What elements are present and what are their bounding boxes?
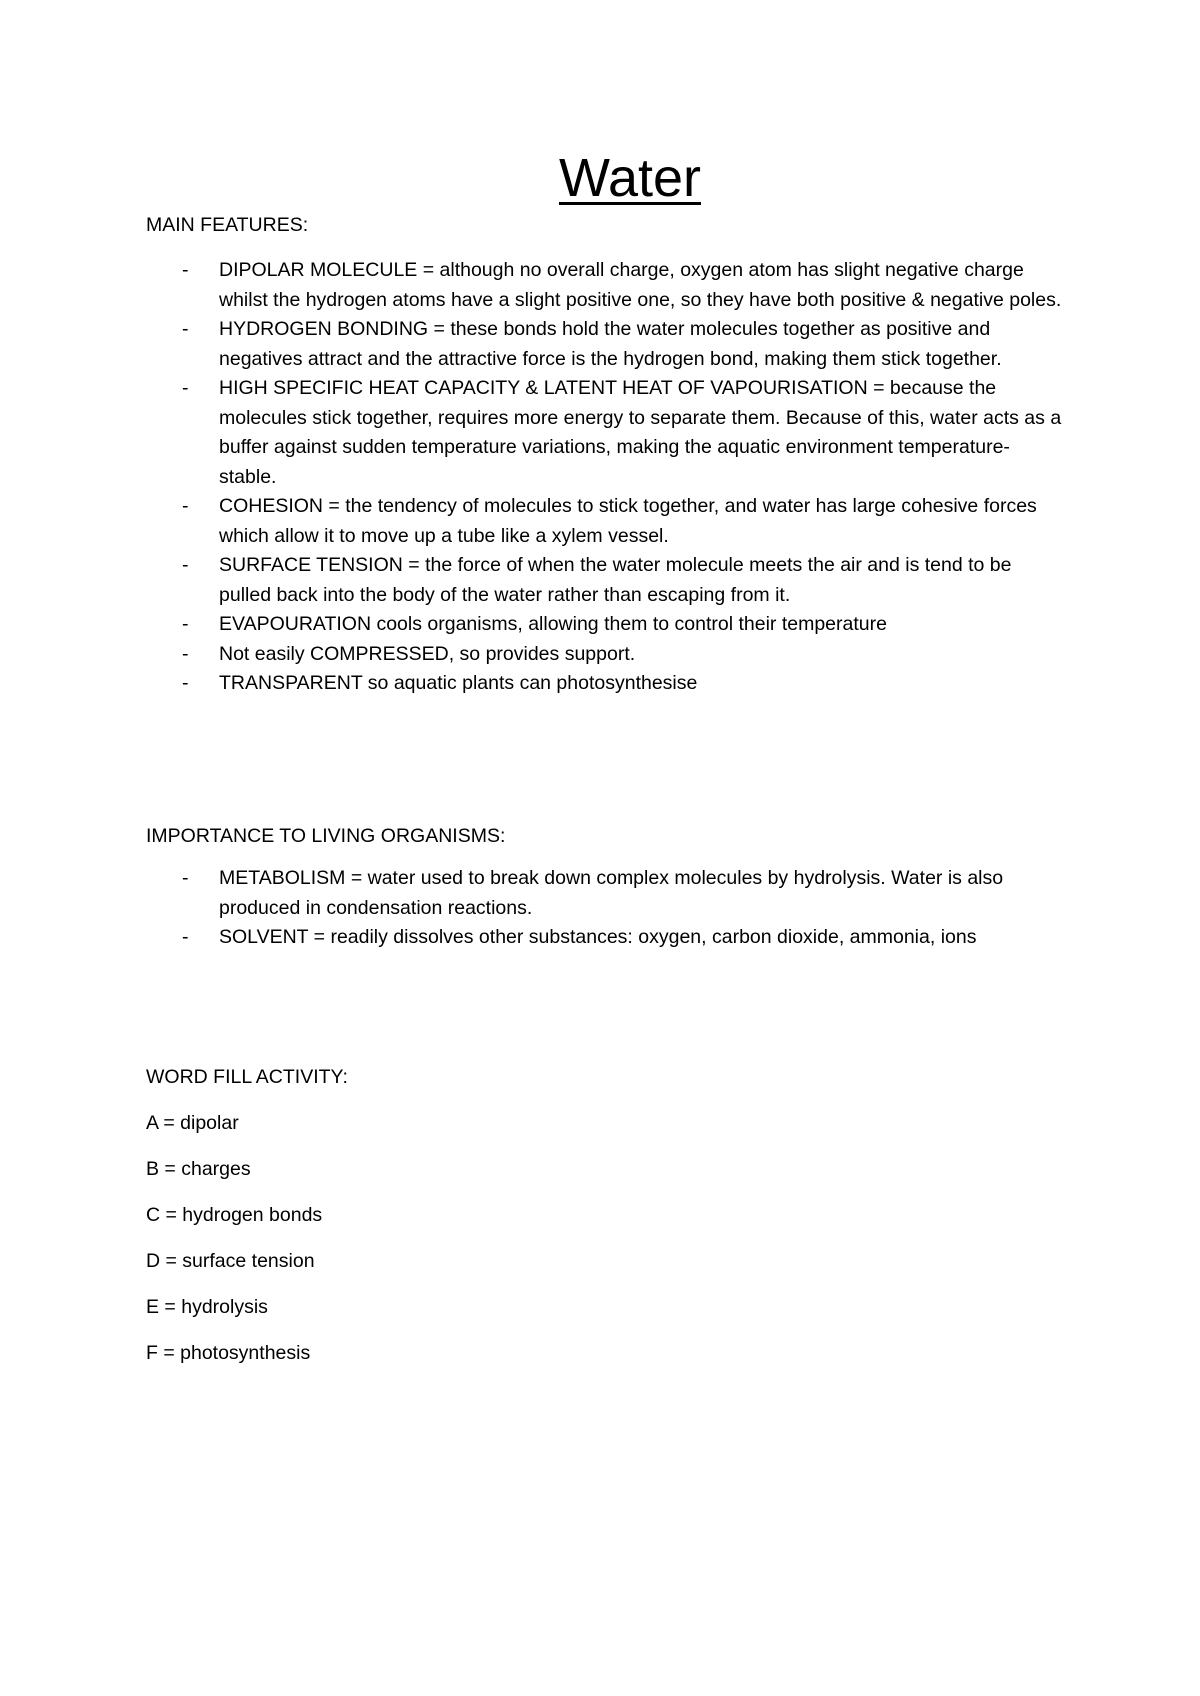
page-title — [0, 146, 1200, 210]
main-features-heading: MAIN FEATURES: — [146, 214, 309, 236]
importance-heading: IMPORTANCE TO LIVING ORGANISMS: — [146, 825, 506, 847]
dash-bullet: - — [182, 259, 189, 281]
list-item-text: HIGH SPECIFIC HEAT CAPACITY & LATENT HEAT OF VAPOURISATION = because the molecules stick together, requires more energy to separate them. Because of this, water acts as a buffer against sudden temperature variations, making the aquatic environment temperature-stable. — [219, 377, 1062, 488]
answer-f: F = photosynthesis — [146, 1342, 311, 1364]
list-item-text: METABOLISM = water used to break down complex molecules by hydrolysis. Water is also produced in condensation reactions. — [219, 867, 1004, 919]
list-item — [146, 374, 1066, 492]
list-item — [146, 492, 1066, 551]
list-item-text: COHESION = the tendency of molecules to stick together, and water has large cohesive forces which allow it to move up a tube like a xylem vessel. — [219, 495, 1037, 547]
list-item — [146, 669, 1066, 699]
dash-bullet: - — [182, 672, 189, 694]
list-item — [146, 551, 1066, 610]
list-item — [146, 923, 1066, 953]
main-features-list — [146, 256, 1066, 699]
answer-b: B = charges — [146, 1158, 251, 1180]
list-item — [146, 864, 1066, 923]
answer-d: D = surface tension — [146, 1250, 315, 1272]
dash-bullet: - — [182, 642, 189, 665]
dash-bullet: - — [182, 867, 189, 889]
dash-bullet: - — [182, 495, 189, 517]
word-fill-heading: WORD FILL ACTIVITY: — [146, 1066, 348, 1088]
importance-list — [146, 864, 1066, 953]
dash-bullet: - — [182, 926, 189, 948]
dash-bullet: - — [182, 613, 189, 635]
list-item-text: EVAPOURATION cools organisms, allowing them to control their temperature — [219, 613, 887, 635]
answer-c: C = hydrogen bonds — [146, 1204, 323, 1226]
list-item — [146, 315, 1066, 374]
list-item-text: SURFACE TENSION = the force of when the water molecule meets the air and is tend to be pulled back into the body of the water rather than escaping from it. — [219, 554, 1012, 606]
list-item-text: Not easily COMPRESSED, so provides support. — [219, 642, 636, 665]
list-item-text: TRANSPARENT so aquatic plants can photosynthesise — [219, 672, 698, 694]
dash-bullet: - — [182, 377, 189, 399]
list-item-text: SOLVENT = readily dissolves other substances: oxygen, carbon dioxide, ammonia, ions — [219, 926, 977, 948]
answer-a: A = dipolar — [146, 1112, 239, 1134]
answer-e: E = hydrolysis — [146, 1296, 268, 1318]
list-item — [146, 640, 1066, 670]
word-fill-answers — [146, 1110, 322, 1386]
dash-bullet: - — [182, 554, 189, 576]
list-item-text: DIPOLAR MOLECULE = although no overall charge, oxygen atom has slight negative charge whilst the hydrogen atoms have a slight positive one, so they have both positive & negative poles. — [219, 259, 1062, 311]
list-item — [146, 256, 1066, 315]
dash-bullet: - — [182, 318, 189, 340]
list-item-text: HYDROGEN BONDING = these bonds hold the water molecules together as positive and negatives attract and the attractive force is the hydrogen bond, making them stick together. — [219, 318, 1002, 370]
page-title-text: Water — [558, 148, 701, 208]
list-item — [146, 610, 1066, 640]
